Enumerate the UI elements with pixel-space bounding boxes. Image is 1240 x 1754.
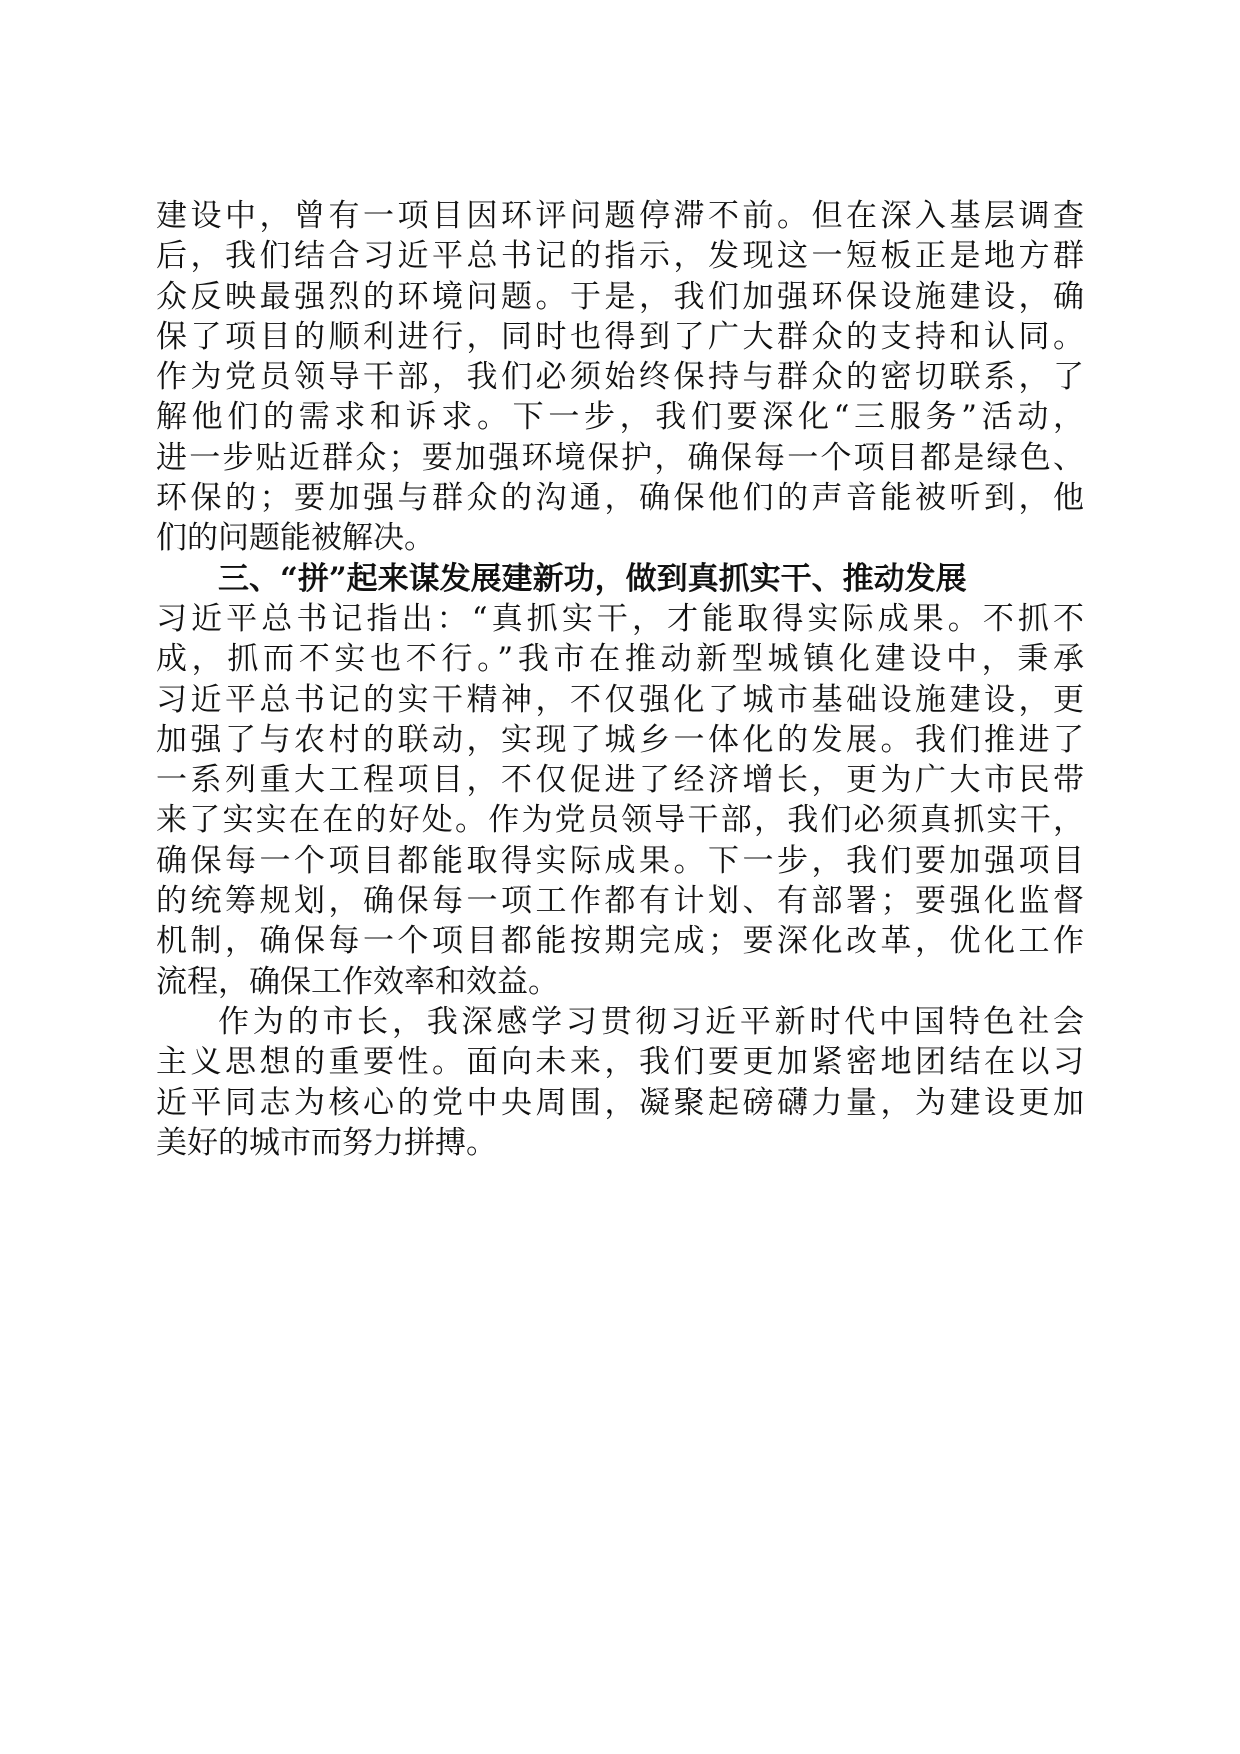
text-line: 成，抓而不实也不行。”我市在推动新型城镇化建设中，秉承 (156, 641, 1084, 678)
text-line: 近平同志为核心的党中央周围，凝聚起磅礴力量，为建设更加 (156, 1084, 1084, 1121)
document-body (156, 196, 1084, 1163)
text-line: 一系列重大工程项目，不仅促进了经济增长，更为广大市民带 (156, 762, 1084, 799)
paragraph-conclusion (156, 1002, 1084, 1163)
text-line: 众反映最强烈的环境问题。于是，我们加强环保设施建设，确 (156, 278, 1084, 315)
text-line: 建设中，曾有一项目因环评问题停滞不前。但在深入基层调查 (156, 198, 1084, 234)
text-line: 的统筹规划，确保每一项工作都有计划、有部署；要强化监督 (156, 883, 1084, 920)
text-line: 确保每一个项目都能取得实际成果。下一步，我们要加强项目 (156, 842, 1084, 879)
text-line: 作为的市长，我深感学习贯彻习近平新时代中国特色社会 (218, 1003, 1084, 1040)
text-line: 进一步贴近群众；要加强环境保护，确保每一个项目都是绿色、 (156, 439, 1084, 476)
text-line: 美好的城市而努力拼搏。 (156, 1124, 497, 1161)
text-line: 作为党员领导干部，我们必须始终保持与群众的密切联系，了 (156, 359, 1084, 396)
text-line: 加强了与农村的联动，实现了城乡一体化的发展。我们推进了 (156, 721, 1084, 758)
text-line: 习近平总书记的实干精神，不仅强化了城市基础设施建设，更 (156, 681, 1084, 718)
text-line: 机制，确保每一个项目都能按期完成；要深化改革，优化工作 (156, 923, 1084, 960)
text-line: 后，我们结合习近平总书记的指示，发现这一短板正是地方群 (156, 238, 1084, 275)
paragraph-hard-work (156, 599, 1084, 1002)
text-line: 习近平总书记指出：“真抓实干，才能取得实际成果。不抓不 (156, 600, 1084, 637)
paragraph-environment (156, 196, 1084, 559)
text-line: 保了项目的顺利进行，同时也得到了广大群众的支持和认同。 (156, 318, 1084, 355)
section-heading: 三、“拼”起来谋发展建新功，做到真抓实干、推动发展 (218, 560, 967, 597)
text-line: 环保的；要加强与群众的沟通，确保他们的声音能被听到，他 (156, 480, 1084, 517)
text-line: 们的问题能被解决。 (156, 520, 435, 557)
text-line: 来了实实在在的好处。作为党员领导干部，我们必须真抓实干， (156, 802, 1084, 839)
text-line: 主义思想的重要性。面向未来，我们要更加紧密地团结在以习 (156, 1044, 1084, 1081)
text-line: 解他们的需求和诉求。下一步，我们要深化“三服务”活动， (156, 399, 1084, 436)
text-line: 流程，确保工作效率和效益。 (156, 963, 559, 1000)
